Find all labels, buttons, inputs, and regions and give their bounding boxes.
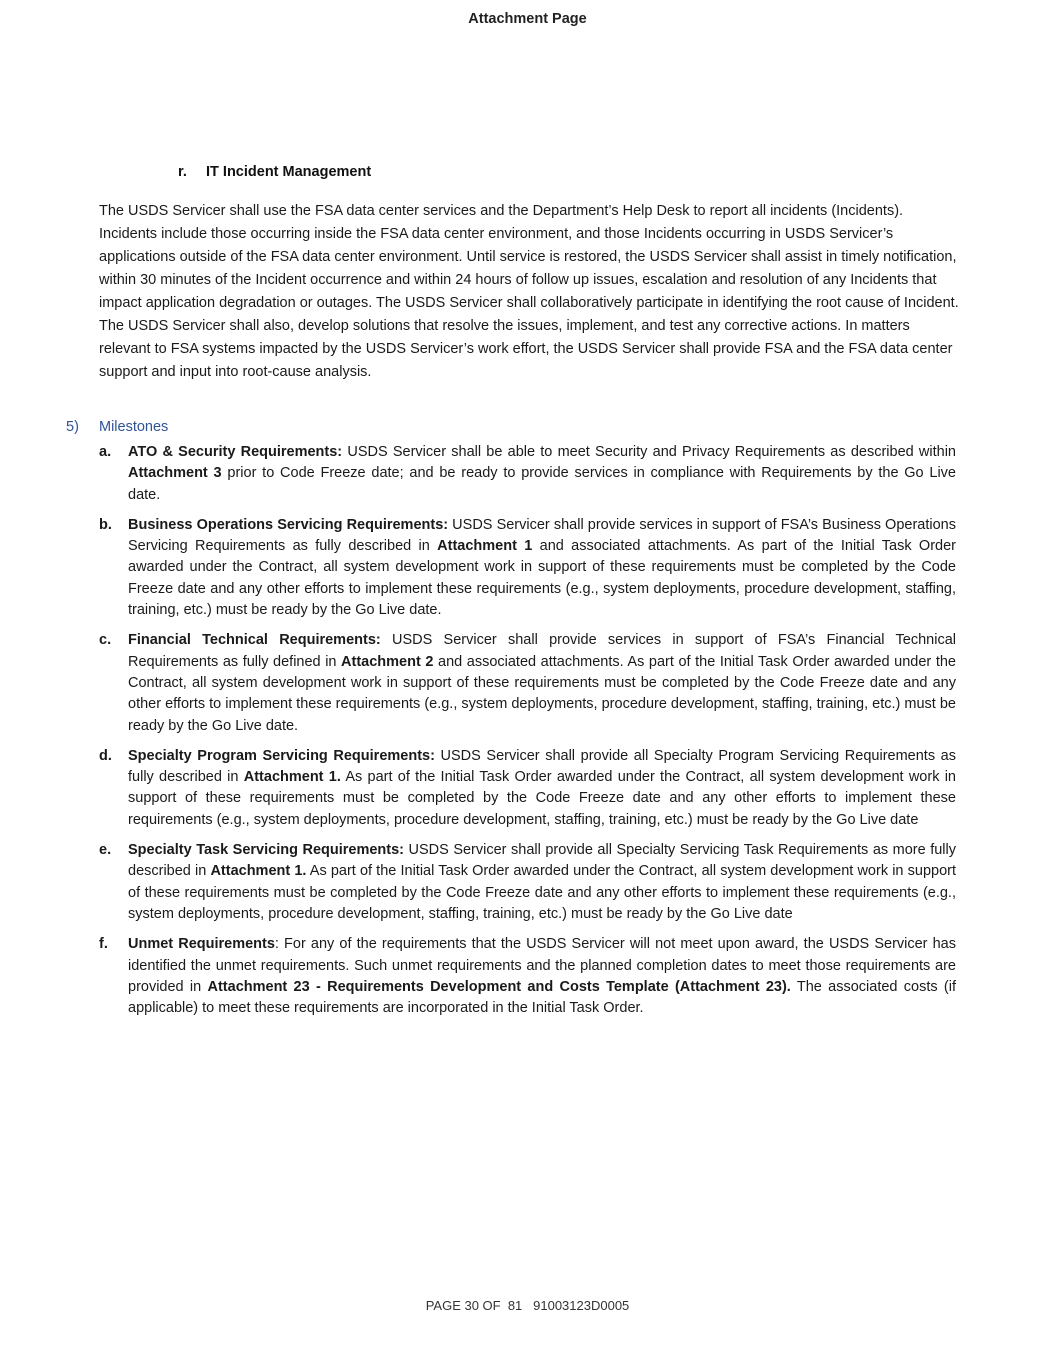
item-text: As part of the Initial Task Order awarded under the Contract, all system development work in support of these requirements must be completed by the Code Freeze date and any other efforts to implement these requirements (e.g., system deployments, procedure development, staffing, training, etc.) must be ready by the Go Live date [128,769,956,828]
item-text: and associated attachments. As part of the Initial Task Order awarded under the Contract, all system development work in support of these requirements must be completed by the Code Freeze date and any other efforts to implement these requirements (e.g., system deployments, procedure development, staffing, training, etc.) must be ready by the Go Live date. [128,538,956,619]
item-reference: Attachment 23 - Requirements Development and Costs Template (Attachment 23). [207,978,791,995]
item-text: USDS Servicer shall provide all Specialty Program Servicing Requirements as fully described in [128,747,956,786]
item-letter: e. [99,842,112,859]
item-reference: Attachment 1 [437,538,533,555]
item-letter: d. [99,747,112,764]
milestones-list [99,442,956,1028]
page-header-title: Attachment Page [468,11,587,27]
milestone-item-specialty-program [99,746,956,831]
item-letter: f. [99,936,108,953]
item-text: USDS Servicer shall provide all Specialty Servicing Task Requirements as more fully described in [128,842,956,880]
item-text: The associated costs (if applicable) to meet these requirements are incorporated in the Initial Task Order. [128,978,956,1017]
page-number: PAGE 30 OF 81 [425,1298,523,1313]
milestone-item-business-operations [99,515,956,621]
item-text: and associated attachments. As part of the Initial Task Order awarded under the Contract, all system development work in support of these requirements must be completed by the Code Freeze date and any other efforts to implement these requirements (e.g., system deployments, procedure development, staffing, training, etc.) must be ready by the Go Live date. [128,653,956,734]
item-title: Financial Technical Requirements: [128,632,381,649]
item-text: USDS Servicer shall provide services in support of FSA’s Financial Technical Requirements as fully defined in [128,632,956,670]
section-title: Milestones [99,419,169,435]
milestone-item-financial-technical [99,630,956,736]
item-text: USDS Servicer shall provide services in support of FSA’s Business Operations Servicing Requirements as fully described in [128,516,956,555]
item-letter: b. [99,516,112,533]
item-letter: a. [99,444,112,460]
item-title: Specialty Task Servicing Requirements: [128,842,404,859]
milestone-item-specialty-task [99,840,956,925]
contract-number: 91003123D0005 [533,1298,630,1313]
item-text: As part of the Initial Task Order awarded under the Contract, all system development work in support of these requirements must be completed by the Code Freeze date and any other efforts to implement these requirements (e.g., system deployments, procedure development, staffing, training, etc.) must be ready by the Go Live date [128,863,956,922]
item-title: ATO & Security Requirements: [128,444,343,460]
section-heading-milestones [66,419,168,435]
item-title: Unmet Requirements [128,936,275,953]
item-text: : For any of the requirements that the USDS Servicer will not meet upon award, the USDS Servicer has identified the unmet requirements. Such unmet requirements and the planned completion dates to meet those requirements are provided in [128,936,956,995]
page-footer [0,1298,1055,1313]
milestone-item-unmet-requirements [99,934,956,1019]
subsection-title: IT Incident Management [206,164,372,180]
subsection-letter: r. [178,164,187,180]
item-text: prior to Code Freeze date; and be ready to provide services in compliance with Requirements by the Go Live date. [128,465,956,503]
subsection-heading [178,164,371,180]
item-text: USDS Servicer shall be able to meet Security and Privacy Requirements as described within [342,444,956,460]
item-letter: c. [99,632,112,649]
item-title: Business Operations Servicing Requirements: [128,516,449,533]
item-reference: Attachment 2 [341,653,434,670]
section-number: 5) [66,419,79,435]
item-reference: Attachment 1. [243,769,341,786]
milestone-item-ato-security [99,442,956,506]
item-title: Specialty Program Servicing Requirements: [128,747,435,764]
item-reference: Attachment 1. [210,863,307,880]
item-reference: Attachment 3 [128,465,222,482]
incident-management-paragraph: The USDS Servicer shall use the FSA data center services and the Department’s Help Desk to report all incidents (Incidents). Incidents include those occurring inside the FSA data center environment, and those Incidents occurring in USDS Servicer’s applications outside of the FSA data center environment. Until service is restored, the USDS Servicer shall assist in timely notification, within 30 minutes of the Incident occurrence and within 24 hours of follow up issues, escalation and resolution of any Incidents that impact application degradation or outages. The USDS Servicer shall collaboratively participate in identifying the root cause of Incident. The USDS Servicer shall also, develop solutions that resolve the issues, implement, and test any corrective actions. In matters relevant to FSA systems impacted by the USDS Servicer’s work effort, the USDS Servicer shall provide FSA and the FSA data center support and input into root-cause analysis. [99,203,959,380]
